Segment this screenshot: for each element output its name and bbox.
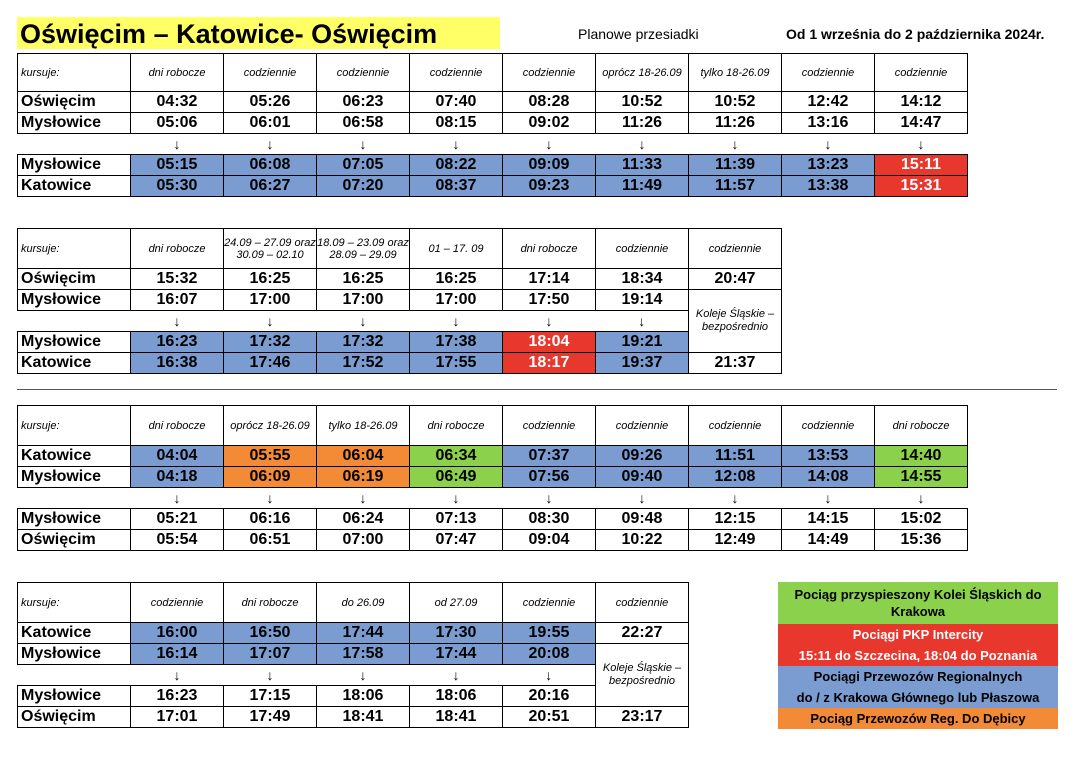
down-arrow-icon: ↓ xyxy=(596,311,689,332)
time-cell: 12:42 xyxy=(782,92,875,113)
time-cell: 09:02 xyxy=(503,113,596,134)
time-cell: 06:19 xyxy=(317,467,410,488)
time-cell: 17:32 xyxy=(224,332,317,353)
station-name: Mysłowice xyxy=(18,332,131,353)
down-arrow-icon: ↓ xyxy=(875,134,968,155)
down-arrow-icon: ↓ xyxy=(224,665,317,686)
time-cell: 13:23 xyxy=(782,155,875,176)
header-cell: oprócz 18-26.09 xyxy=(224,406,317,446)
page-title: Oświęcim – Katowice- Oświęcim xyxy=(17,17,500,49)
legend-red-detail: 15:11 do Szczecina, 18:04 do Poznania xyxy=(778,645,1058,666)
header-cell: dni robocze xyxy=(503,229,596,269)
time-cell: 07:56 xyxy=(503,467,596,488)
down-arrow-icon: ↓ xyxy=(224,134,317,155)
time-cell: 08:22 xyxy=(410,155,503,176)
legend-blue-line2: do / z Krakowa Głównego lub Płaszowa xyxy=(778,687,1058,708)
time-cell: 08:30 xyxy=(503,509,596,530)
table-row xyxy=(18,530,968,551)
time-cell: 16:00 xyxy=(131,623,224,644)
header-cell: codziennie xyxy=(503,54,596,92)
time-cell: 06:58 xyxy=(317,113,410,134)
time-cell: 13:38 xyxy=(782,176,875,197)
arrow-spacer xyxy=(18,134,131,155)
time-cell: 16:25 xyxy=(317,269,410,290)
table-row xyxy=(18,332,782,353)
header-label: kursuje: xyxy=(18,583,131,623)
timetable-2 xyxy=(17,228,782,374)
header-cell: dni robocze xyxy=(875,406,968,446)
down-arrow-icon: ↓ xyxy=(317,311,410,332)
table-row xyxy=(18,644,689,665)
time-cell: 16:25 xyxy=(410,269,503,290)
time-cell: 05:21 xyxy=(131,509,224,530)
header-label: kursuje: xyxy=(18,229,131,269)
down-arrow-icon: ↓ xyxy=(317,134,410,155)
time-cell: 16:07 xyxy=(131,290,224,311)
subtitle: Planowe przesiadki xyxy=(578,26,699,42)
header-cell: tylko 18-26.09 xyxy=(317,406,410,446)
station-name: Mysłowice xyxy=(18,644,131,665)
legend-red-title: Pociągi PKP Intercity xyxy=(778,624,1058,645)
time-cell: 11:49 xyxy=(596,176,689,197)
time-cell: 19:21 xyxy=(596,332,689,353)
time-cell: 06:16 xyxy=(224,509,317,530)
down-arrow-icon: ↓ xyxy=(224,488,317,509)
time-cell: 11:33 xyxy=(596,155,689,176)
table-row xyxy=(18,176,968,197)
time-cell: 17:30 xyxy=(410,623,503,644)
table-row xyxy=(18,686,689,707)
time-cell: 17:14 xyxy=(503,269,596,290)
time-cell: 14:40 xyxy=(875,446,968,467)
time-cell: 14:08 xyxy=(782,467,875,488)
time-cell: 07:13 xyxy=(410,509,503,530)
time-cell: 11:26 xyxy=(689,113,782,134)
header-cell: codziennie xyxy=(596,406,689,446)
time-cell: 06:01 xyxy=(224,113,317,134)
time-cell: 15:11 xyxy=(875,155,968,176)
time-cell: 06:09 xyxy=(224,467,317,488)
table-row xyxy=(18,353,782,374)
timetable-3 xyxy=(17,405,968,551)
header-cell: codziennie xyxy=(596,229,689,269)
time-cell: 17:15 xyxy=(224,686,317,707)
header-cell: codziennie xyxy=(503,406,596,446)
time-cell: 11:26 xyxy=(596,113,689,134)
table-row xyxy=(18,269,782,290)
table-row xyxy=(18,509,968,530)
header-cell: do 26.09 xyxy=(317,583,410,623)
time-cell: 15:32 xyxy=(131,269,224,290)
station-name: Oświęcim xyxy=(18,530,131,551)
down-arrow-icon: ↓ xyxy=(410,665,503,686)
station-name: Mysłowice xyxy=(18,290,131,311)
time-cell: 20:16 xyxy=(503,686,596,707)
time-cell: 06:49 xyxy=(410,467,503,488)
down-arrow-icon: ↓ xyxy=(503,311,596,332)
time-cell: 19:55 xyxy=(503,623,596,644)
station-name: Oświęcim xyxy=(18,269,131,290)
header-cell: 18.09 – 23.09 oraz 28.09 – 29.09 xyxy=(317,229,410,269)
header-cell: dni robocze xyxy=(410,406,503,446)
time-cell: 21:37 xyxy=(689,353,782,374)
time-cell: 09:23 xyxy=(503,176,596,197)
header-label: kursuje: xyxy=(18,54,131,92)
station-name: Oświęcim xyxy=(18,707,131,728)
station-name: Katowice xyxy=(18,446,131,467)
station-name: Oświęcim xyxy=(18,92,131,113)
time-cell: 05:06 xyxy=(131,113,224,134)
down-arrow-icon: ↓ xyxy=(596,488,689,509)
legend xyxy=(778,582,1058,729)
time-cell: 11:39 xyxy=(689,155,782,176)
time-cell: 09:04 xyxy=(503,530,596,551)
time-cell: 12:08 xyxy=(689,467,782,488)
down-arrow-icon: ↓ xyxy=(689,134,782,155)
time-cell: 04:18 xyxy=(131,467,224,488)
timetable-4 xyxy=(17,582,689,728)
down-arrow-icon: ↓ xyxy=(224,311,317,332)
down-arrow-icon: ↓ xyxy=(782,134,875,155)
time-cell: 14:55 xyxy=(875,467,968,488)
down-arrow-icon: ↓ xyxy=(317,665,410,686)
down-arrow-icon: ↓ xyxy=(317,488,410,509)
time-cell: 06:24 xyxy=(317,509,410,530)
down-arrow-icon: ↓ xyxy=(875,488,968,509)
header-cell: dni robocze xyxy=(131,229,224,269)
header-cell: codziennie xyxy=(410,54,503,92)
time-cell: 17:52 xyxy=(317,353,410,374)
time-cell: 16:23 xyxy=(131,686,224,707)
table-row xyxy=(18,467,968,488)
time-cell: 08:15 xyxy=(410,113,503,134)
time-cell: 18:41 xyxy=(317,707,410,728)
legend-blue-line1: Pociągi Przewozów Regionalnych xyxy=(778,666,1058,687)
time-cell: 08:37 xyxy=(410,176,503,197)
time-cell: 17:00 xyxy=(317,290,410,311)
station-name: Mysłowice xyxy=(18,509,131,530)
time-cell: 07:37 xyxy=(503,446,596,467)
header-cell: codziennie xyxy=(224,54,317,92)
time-cell: 10:52 xyxy=(689,92,782,113)
header-cell: codziennie xyxy=(782,406,875,446)
time-cell: 05:30 xyxy=(131,176,224,197)
time-cell: 07:40 xyxy=(410,92,503,113)
header-cell: tylko 18-26.09 xyxy=(689,54,782,92)
arrow-spacer xyxy=(18,665,131,686)
transfer-arrow-row xyxy=(18,665,689,686)
time-cell: 15:36 xyxy=(875,530,968,551)
time-cell: 04:04 xyxy=(131,446,224,467)
time-cell: 16:23 xyxy=(131,332,224,353)
down-arrow-icon: ↓ xyxy=(410,134,503,155)
header-cell: dni robocze xyxy=(131,406,224,446)
time-cell: 17:44 xyxy=(410,644,503,665)
station-name: Katowice xyxy=(18,353,131,374)
time-cell: 07:05 xyxy=(317,155,410,176)
time-cell: 13:53 xyxy=(782,446,875,467)
time-cell: 13:16 xyxy=(782,113,875,134)
time-cell: 16:38 xyxy=(131,353,224,374)
time-cell: 17:46 xyxy=(224,353,317,374)
time-cell: 17:00 xyxy=(410,290,503,311)
arrow-spacer xyxy=(18,311,131,332)
time-cell: 09:09 xyxy=(503,155,596,176)
legend-green-item: Pociąg przyspieszony Kolei Śląskich do Krakowa xyxy=(778,582,1058,624)
time-cell: 11:51 xyxy=(689,446,782,467)
time-cell: 14:49 xyxy=(782,530,875,551)
time-cell: 05:55 xyxy=(224,446,317,467)
header-cell: codziennie xyxy=(503,583,596,623)
table-row xyxy=(18,113,968,134)
time-cell: 09:48 xyxy=(596,509,689,530)
table-row xyxy=(18,707,689,728)
time-cell: 18:17 xyxy=(503,353,596,374)
down-arrow-icon: ↓ xyxy=(503,665,596,686)
header-cell: codziennie xyxy=(782,54,875,92)
time-cell: 07:47 xyxy=(410,530,503,551)
arrow-spacer xyxy=(18,488,131,509)
header-cell: od 27.09 xyxy=(410,583,503,623)
time-cell: 10:22 xyxy=(596,530,689,551)
time-cell: 19:37 xyxy=(596,353,689,374)
time-cell: 12:49 xyxy=(689,530,782,551)
time-cell: 17:44 xyxy=(317,623,410,644)
direct-train-note: Koleje Śląskie – bezpośrednio xyxy=(689,290,782,353)
header-cell: codziennie xyxy=(131,583,224,623)
time-cell: 16:50 xyxy=(224,623,317,644)
time-cell: 14:47 xyxy=(875,113,968,134)
time-cell: 06:04 xyxy=(317,446,410,467)
station-name: Katowice xyxy=(18,176,131,197)
station-name: Mysłowice xyxy=(18,686,131,707)
time-cell: 05:54 xyxy=(131,530,224,551)
table-row xyxy=(18,623,689,644)
header-cell: codziennie xyxy=(875,54,968,92)
down-arrow-icon: ↓ xyxy=(596,134,689,155)
time-cell: 17:07 xyxy=(224,644,317,665)
time-cell: 16:25 xyxy=(224,269,317,290)
down-arrow-icon: ↓ xyxy=(782,488,875,509)
time-cell: 04:32 xyxy=(131,92,224,113)
table-row xyxy=(18,92,968,113)
down-arrow-icon: ↓ xyxy=(131,311,224,332)
down-arrow-icon: ↓ xyxy=(503,488,596,509)
time-cell: 17:00 xyxy=(224,290,317,311)
time-cell: 18:34 xyxy=(596,269,689,290)
time-cell: 20:08 xyxy=(503,644,596,665)
time-cell: 12:15 xyxy=(689,509,782,530)
time-cell: 16:14 xyxy=(131,644,224,665)
header-label: kursuje: xyxy=(18,406,131,446)
time-cell: 06:34 xyxy=(410,446,503,467)
header-cell: codziennie xyxy=(317,54,410,92)
time-cell: 18:06 xyxy=(410,686,503,707)
time-cell: 07:20 xyxy=(317,176,410,197)
time-cell: 06:51 xyxy=(224,530,317,551)
direct-train-note: Koleje Śląskie – bezpośrednio xyxy=(596,644,689,707)
down-arrow-icon: ↓ xyxy=(131,488,224,509)
time-cell: 08:28 xyxy=(503,92,596,113)
time-cell: 06:08 xyxy=(224,155,317,176)
transfer-arrow-row xyxy=(18,311,782,332)
time-cell: 15:31 xyxy=(875,176,968,197)
header-cell: codziennie xyxy=(689,406,782,446)
header-cell: dni robocze xyxy=(224,583,317,623)
date-range: Od 1 września do 2 października 2024r. xyxy=(786,26,1045,42)
time-cell: 14:12 xyxy=(875,92,968,113)
section-divider xyxy=(17,389,1057,390)
down-arrow-icon: ↓ xyxy=(131,134,224,155)
table-row xyxy=(18,290,782,311)
header-cell: codziennie xyxy=(596,583,689,623)
time-cell: 19:14 xyxy=(596,290,689,311)
down-arrow-icon: ↓ xyxy=(689,488,782,509)
time-cell: 15:02 xyxy=(875,509,968,530)
time-cell: 18:41 xyxy=(410,707,503,728)
time-cell: 05:26 xyxy=(224,92,317,113)
down-arrow-icon: ↓ xyxy=(410,488,503,509)
time-cell: 17:32 xyxy=(317,332,410,353)
legend-orange-item: Pociąg Przewozów Reg. Do Dębicy xyxy=(778,708,1058,729)
station-name: Katowice xyxy=(18,623,131,644)
time-cell: 10:52 xyxy=(596,92,689,113)
time-cell: 14:15 xyxy=(782,509,875,530)
time-cell: 18:04 xyxy=(503,332,596,353)
time-cell: 05:15 xyxy=(131,155,224,176)
header-cell: codziennie xyxy=(689,229,782,269)
time-cell: 17:01 xyxy=(131,707,224,728)
time-cell: 20:51 xyxy=(503,707,596,728)
time-cell: 17:58 xyxy=(317,644,410,665)
table-row xyxy=(18,446,968,467)
down-arrow-icon: ↓ xyxy=(503,134,596,155)
header-cell: oprócz 18-26.09 xyxy=(596,54,689,92)
table-row xyxy=(18,155,968,176)
time-cell: 17:49 xyxy=(224,707,317,728)
header-cell: dni robocze xyxy=(131,54,224,92)
time-cell: 09:40 xyxy=(596,467,689,488)
down-arrow-icon: ↓ xyxy=(410,311,503,332)
time-cell: 18:06 xyxy=(317,686,410,707)
header-cell: 01 – 17. 09 xyxy=(410,229,503,269)
time-cell: 17:38 xyxy=(410,332,503,353)
time-cell: 17:55 xyxy=(410,353,503,374)
time-cell: 23:17 xyxy=(596,707,689,728)
transfer-arrow-row xyxy=(18,488,968,509)
time-cell: 22:27 xyxy=(596,623,689,644)
time-cell: 07:00 xyxy=(317,530,410,551)
station-name: Mysłowice xyxy=(18,113,131,134)
time-cell: 09:26 xyxy=(596,446,689,467)
time-cell: 06:27 xyxy=(224,176,317,197)
transfer-arrow-row xyxy=(18,134,968,155)
time-cell: 20:47 xyxy=(689,269,782,290)
header-cell: 24.09 – 27.09 oraz 30.09 – 02.10 xyxy=(224,229,317,269)
down-arrow-icon: ↓ xyxy=(131,665,224,686)
time-cell: 17:50 xyxy=(503,290,596,311)
time-cell: 11:57 xyxy=(689,176,782,197)
timetable-1 xyxy=(17,53,968,197)
time-cell: 06:23 xyxy=(317,92,410,113)
station-name: Mysłowice xyxy=(18,467,131,488)
station-name: Mysłowice xyxy=(18,155,131,176)
